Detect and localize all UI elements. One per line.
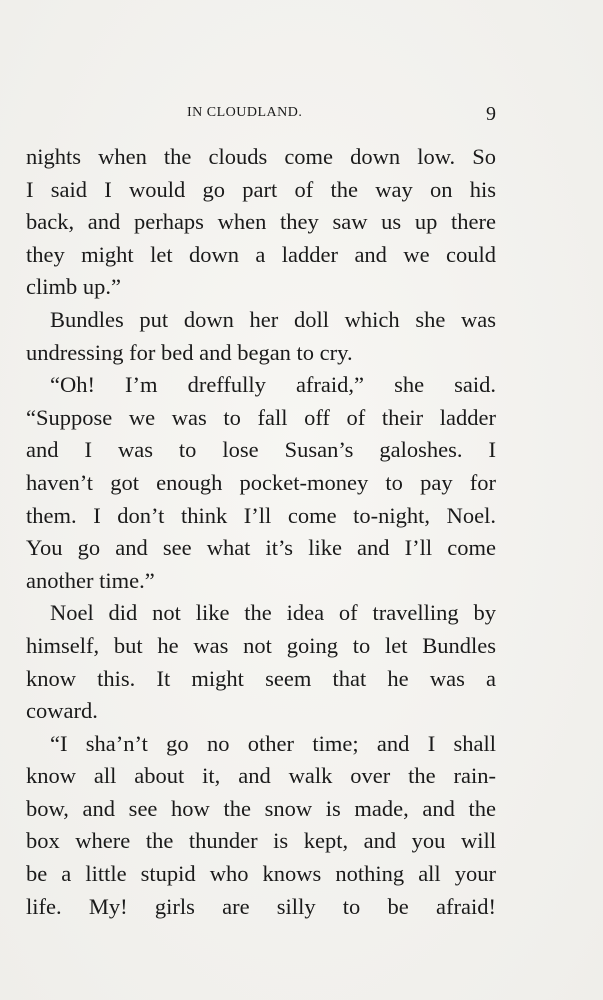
text-line: bow, and see how the snow is made, and the (26, 795, 496, 821)
text-line: climb up.” (26, 274, 121, 300)
body-text (26, 141, 496, 923)
text-line: and I was to lose Susan’s galoshes. I (26, 437, 496, 463)
text-line: Noel did not like the idea of travelling by (50, 600, 496, 626)
text-line: they might let down a ladder and we could (26, 241, 496, 267)
page-number: 9 (486, 103, 496, 125)
text-line: You go and see what it’s like and I’ll come (26, 535, 496, 561)
running-title: IN CLOUDLAND. (187, 105, 303, 120)
text-line: back, and perhaps when they saw us up there (26, 209, 496, 235)
text-line: know all about it, and walk over the rain- (26, 763, 496, 789)
text-line: another time.” (26, 567, 155, 593)
text-line: life. My! girls are silly to be afraid! (26, 893, 496, 919)
text-line: nights when the clouds come down low. So (26, 144, 496, 169)
running-head (26, 103, 496, 127)
text-line: I said I would go part of the way on his (26, 176, 496, 202)
text-line: “Oh! I’m dreffully afraid,” she said. (50, 372, 496, 398)
text-line: them. I don’t think I’ll come to-night, Noel. (26, 502, 496, 528)
text-line: be a little stupid who knows nothing all your (26, 861, 496, 887)
text-line: Bundles put down her doll which she was (50, 306, 496, 332)
text-line: coward. (26, 698, 98, 724)
text-line: “Suppose we was to fall off of their ladder (26, 404, 496, 430)
text-line: “I sha’n’t go no other time; and I shall (50, 730, 496, 756)
text-line: undressing for bed and began to cry. (26, 339, 353, 365)
text-line: know this. It might seem that he was a (26, 665, 496, 691)
text-line: box where the thunder is kept, and you will (26, 828, 496, 854)
text-line: haven’t got enough pocket-money to pay for (26, 469, 496, 495)
text-line: himself, but he was not going to let Bundles (26, 632, 496, 658)
